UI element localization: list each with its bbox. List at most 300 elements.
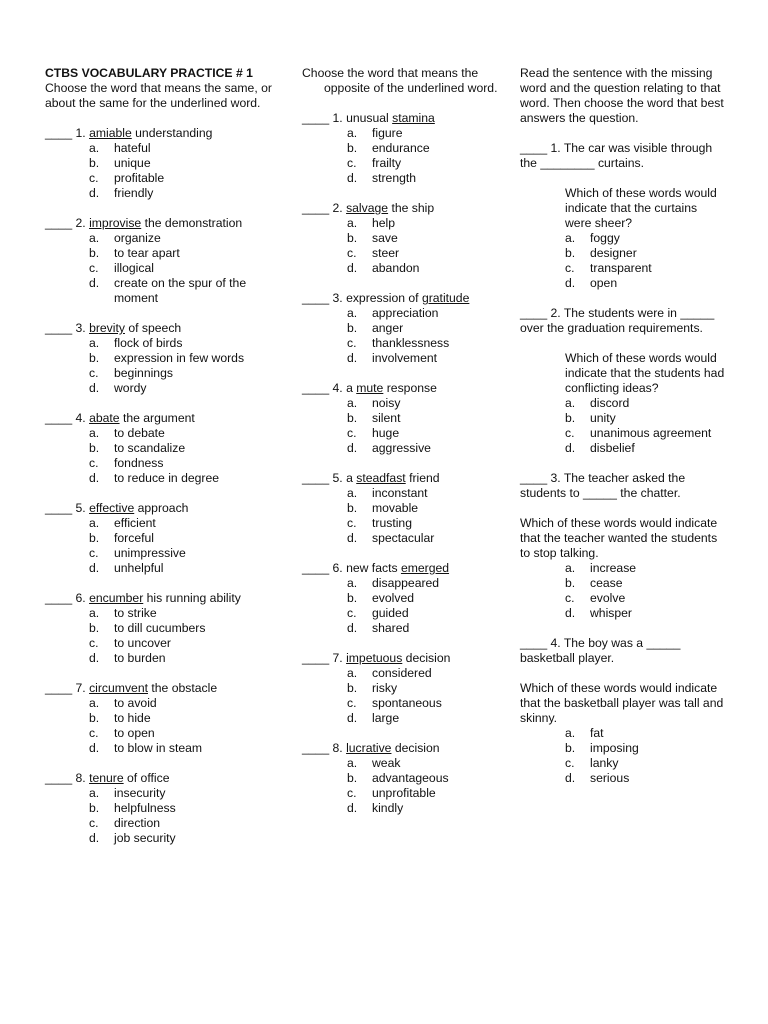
option-text: trusting [372, 516, 412, 530]
option-text: transparent [590, 261, 652, 275]
option-letter: c. [89, 171, 99, 185]
underlined-word: abate [89, 411, 120, 425]
answer-options [520, 396, 725, 456]
answer-option [89, 261, 285, 276]
answer-option [89, 726, 285, 741]
option-text: large [372, 711, 400, 725]
prompt-suffix: the obstacle [147, 681, 218, 695]
prompt-suffix: friend [405, 471, 440, 485]
answer-option [89, 546, 285, 561]
option-text: organize [114, 231, 161, 245]
question-item [302, 741, 502, 816]
option-letter: d. [565, 276, 576, 290]
answer-option [347, 786, 502, 801]
option-letter: b. [347, 141, 358, 155]
option-text: direction [114, 816, 161, 830]
option-text: save [372, 231, 398, 245]
sentence-with-blank: ____ 4. The boy was a _____ basketball player. [520, 636, 681, 665]
context-question: Which of these words would indicate that the basketball player was tall and skinny. [520, 681, 724, 725]
answer-option [89, 636, 285, 651]
option-text: spontaneous [372, 696, 442, 710]
option-text: huge [372, 426, 400, 440]
answer-option [347, 516, 502, 531]
underlined-word: stamina [392, 111, 435, 125]
option-text: unimpressive [114, 546, 186, 560]
option-text: frailty [372, 156, 402, 170]
option-text: insecurity [114, 786, 166, 800]
option-text: unity [590, 411, 616, 425]
answer-options [45, 606, 285, 666]
question-item [302, 651, 502, 726]
option-letter: d. [89, 831, 100, 845]
answer-blank-number: ____ 4. [45, 411, 86, 425]
context-question: Which of these words would indicate that the teacher wanted the students to stop talking. [520, 516, 718, 560]
answer-option [565, 261, 725, 276]
answer-option [347, 711, 502, 726]
answer-option [347, 336, 502, 351]
answer-options [45, 141, 285, 201]
option-text: appreciation [372, 306, 439, 320]
option-letter: c. [347, 426, 357, 440]
option-text: forceful [114, 531, 154, 545]
option-text: aggressive [372, 441, 431, 455]
answer-options [302, 576, 502, 636]
option-text: considered [372, 666, 432, 680]
question-prompt [302, 561, 502, 576]
option-letter: c. [347, 516, 357, 530]
option-letter: c. [89, 726, 99, 740]
option-letter: a. [89, 231, 100, 245]
synonym-instructions: Choose the word that means the same, or about the same for the underlined word. [45, 81, 272, 110]
underlined-word: tenure [89, 771, 124, 785]
option-letter: b. [565, 741, 576, 755]
question-prompt [302, 201, 502, 216]
option-letter: d. [89, 381, 100, 395]
option-letter: d. [347, 261, 358, 275]
answer-option [565, 576, 725, 591]
answer-option [565, 741, 725, 756]
option-letter: c. [565, 426, 575, 440]
option-letter: b. [347, 231, 358, 245]
sentence-with-blank: ____ 2. The students were in _____ over the graduation requirements. [520, 306, 715, 335]
option-letter: a. [89, 141, 100, 155]
option-text: movable [372, 501, 419, 515]
option-letter: c. [89, 366, 99, 380]
option-text: to tear apart [114, 246, 180, 260]
answer-option [347, 261, 502, 276]
answer-option [347, 246, 502, 261]
option-letter: b. [89, 441, 100, 455]
option-letter: d. [347, 801, 358, 815]
option-letter: a. [347, 666, 358, 680]
answer-option [347, 591, 502, 606]
answer-options [302, 396, 502, 456]
answer-option [347, 411, 502, 426]
answer-option [565, 771, 725, 786]
option-text: imposing [590, 741, 639, 755]
question-prompt [45, 126, 285, 141]
answer-option [89, 276, 285, 306]
option-text: open [590, 276, 618, 290]
answer-option [347, 801, 502, 816]
option-text: to reduce in degree [114, 471, 220, 485]
question-prompt [45, 411, 285, 426]
prompt-suffix: of office [123, 771, 170, 785]
question-prompt [302, 741, 502, 756]
option-letter: d. [347, 171, 358, 185]
answer-blank-number: ____ 8. [302, 741, 343, 755]
question-item [45, 501, 285, 576]
answer-blank-number: ____ 1. [45, 126, 86, 140]
option-text: anger [372, 321, 404, 335]
option-text: flock of birds [114, 336, 183, 350]
answer-blank-number: ____ 7. [302, 651, 343, 665]
option-letter: a. [565, 396, 576, 410]
option-letter: a. [89, 606, 100, 620]
option-text: to open [114, 726, 155, 740]
question-item [520, 141, 725, 291]
answer-options [302, 756, 502, 816]
option-letter: c. [347, 786, 357, 800]
option-letter: a. [347, 306, 358, 320]
option-letter: c. [347, 696, 357, 710]
option-letter: a. [347, 126, 358, 140]
answer-blank-number: ____ 8. [45, 771, 86, 785]
option-text: unanimous agreement [590, 426, 712, 440]
underlined-word: amiable [89, 126, 132, 140]
prompt-suffix: the demonstration [141, 216, 243, 230]
option-text: to avoid [114, 696, 157, 710]
answer-option [89, 231, 285, 246]
option-text: kindly [372, 801, 404, 815]
option-letter: a. [347, 486, 358, 500]
option-text: fat [590, 726, 604, 740]
question-item [302, 471, 502, 546]
option-letter: d. [347, 621, 358, 635]
option-text: help [372, 216, 396, 230]
answer-option [347, 621, 502, 636]
option-text: figure [372, 126, 403, 140]
answer-option [89, 816, 285, 831]
prompt-suffix: the argument [119, 411, 195, 425]
option-letter: d. [89, 276, 100, 290]
question-item [302, 291, 502, 366]
option-letter: b. [89, 801, 100, 815]
option-text: friendly [114, 186, 154, 200]
answer-blank-number: ____ 5. [45, 501, 86, 515]
answer-options [45, 696, 285, 756]
answer-option [565, 276, 725, 291]
option-letter: d. [347, 531, 358, 545]
option-letter: c. [347, 156, 357, 170]
option-letter: c. [89, 261, 99, 275]
sentence-with-blank: ____ 1. The car was visible through the ________ curtains. [520, 141, 713, 170]
option-text: evolved [372, 591, 415, 605]
option-letter: d. [89, 741, 100, 755]
option-text: job security [114, 831, 176, 845]
question-prompt [302, 651, 502, 666]
synonym-question-list [45, 126, 285, 846]
option-letter: a. [347, 396, 358, 410]
column-context [520, 66, 725, 786]
option-text: unprofitable [372, 786, 436, 800]
answer-option [565, 441, 725, 456]
option-letter: b. [89, 621, 100, 635]
answer-option [565, 756, 725, 771]
question-prompt [45, 771, 285, 786]
question-item [45, 126, 285, 201]
answer-option [565, 396, 725, 411]
option-text: create on the spur of the moment [114, 276, 247, 305]
answer-options [520, 726, 725, 786]
option-letter: b. [89, 246, 100, 260]
prompt-suffix: the ship [388, 201, 435, 215]
answer-blank-number: ____ 3. [302, 291, 343, 305]
option-letter: d. [89, 186, 100, 200]
question-item [302, 201, 502, 276]
option-text: lanky [590, 756, 619, 770]
question-prompt [45, 321, 285, 336]
option-letter: b. [89, 531, 100, 545]
answer-option [347, 576, 502, 591]
answer-option [565, 561, 725, 576]
answer-options [302, 666, 502, 726]
answer-options [302, 126, 502, 186]
option-letter: d. [347, 711, 358, 725]
option-text: strength [372, 171, 417, 185]
answer-option [89, 471, 285, 486]
answer-blank-number: ____ 2. [302, 201, 343, 215]
answer-option [89, 186, 285, 201]
question-prompt [45, 591, 285, 606]
underlined-word: impetuous [346, 651, 403, 665]
option-text: to debate [114, 426, 165, 440]
option-text: to hide [114, 711, 151, 725]
option-letter: a. [89, 516, 100, 530]
question-item [302, 381, 502, 456]
worksheet-title: CTBS VOCABULARY PRACTICE # 1 [45, 66, 253, 80]
option-text: disbelief [590, 441, 635, 455]
option-letter: a. [347, 216, 358, 230]
answer-options [45, 231, 285, 306]
answer-option [89, 441, 285, 456]
option-letter: c. [565, 756, 575, 770]
option-text: involvement [372, 351, 438, 365]
question-item [45, 216, 285, 306]
option-text: to blow in steam [114, 741, 203, 755]
prompt-suffix: his running ability [143, 591, 241, 605]
answer-option [347, 126, 502, 141]
option-letter: a. [565, 231, 576, 245]
option-letter: a. [347, 756, 358, 770]
option-letter: b. [347, 501, 358, 515]
answer-option [347, 306, 502, 321]
option-letter: c. [89, 816, 99, 830]
answer-option [565, 591, 725, 606]
answer-option [565, 426, 725, 441]
option-text: beginnings [114, 366, 173, 380]
answer-option [347, 606, 502, 621]
option-text: unhelpful [114, 561, 164, 575]
option-text: thanklessness [372, 336, 450, 350]
option-text: shared [372, 621, 410, 635]
answer-option [89, 711, 285, 726]
question-prompt [302, 111, 502, 126]
option-letter: a. [89, 336, 100, 350]
option-letter: c. [347, 246, 357, 260]
option-text: foggy [590, 231, 620, 245]
underlined-word: mute [356, 381, 384, 395]
answer-option [89, 741, 285, 756]
answer-options [302, 216, 502, 276]
answer-option [89, 531, 285, 546]
option-text: whisper [590, 606, 632, 620]
option-text: fondness [114, 456, 164, 470]
answer-option [347, 666, 502, 681]
answer-option [565, 231, 725, 246]
answer-option [347, 441, 502, 456]
answer-options [302, 306, 502, 366]
prompt-prefix: a [346, 381, 357, 395]
question-prompt [302, 471, 502, 486]
option-text: abandon [372, 261, 420, 275]
column-synonyms [45, 66, 285, 846]
option-letter: c. [347, 336, 357, 350]
option-text: designer [590, 246, 637, 260]
answer-options [520, 561, 725, 621]
prompt-suffix: understanding [131, 126, 213, 140]
option-letter: b. [565, 576, 576, 590]
underlined-word: lucrative [346, 741, 392, 755]
option-letter: b. [347, 681, 358, 695]
option-letter: b. [347, 771, 358, 785]
prompt-suffix: approach [134, 501, 189, 515]
question-item [45, 771, 285, 846]
option-text: silent [372, 411, 401, 425]
prompt-suffix: decision [391, 741, 440, 755]
option-text: wordy [114, 381, 147, 395]
question-prompt [302, 381, 502, 396]
option-letter: d. [89, 471, 100, 485]
prompt-suffix: response [383, 381, 437, 395]
prompt-prefix: expression of [346, 291, 422, 305]
answer-option [89, 516, 285, 531]
option-letter: d. [565, 771, 576, 785]
answer-option [89, 156, 285, 171]
answer-option [565, 606, 725, 621]
option-letter: b. [89, 351, 100, 365]
option-letter: a. [89, 696, 100, 710]
question-item [520, 471, 725, 621]
answer-option [89, 456, 285, 471]
prompt-prefix: unusual [346, 111, 393, 125]
antonym-instructions: Choose the word that means the opposite of the underlined word. [302, 66, 498, 95]
option-letter: d. [89, 561, 100, 575]
prompt-prefix: new facts [346, 561, 401, 575]
option-text: profitable [114, 171, 165, 185]
option-text: increase [590, 561, 637, 575]
answer-option [347, 681, 502, 696]
answer-option [347, 396, 502, 411]
option-text: endurance [372, 141, 430, 155]
question-item [302, 111, 502, 186]
answer-blank-number: ____ 2. [45, 216, 86, 230]
option-text: spectacular [372, 531, 435, 545]
option-letter: b. [89, 156, 100, 170]
option-letter: a. [89, 786, 100, 800]
answer-blank-number: ____ 7. [45, 681, 86, 695]
option-text: noisy [372, 396, 401, 410]
answer-option [89, 171, 285, 186]
answer-options [45, 426, 285, 486]
answer-blank-number: ____ 1. [302, 111, 343, 125]
underlined-word: circumvent [89, 681, 148, 695]
underlined-word: steadfast [356, 471, 406, 485]
answer-option [347, 771, 502, 786]
option-text: risky [372, 681, 398, 695]
option-letter: d. [565, 441, 576, 455]
answer-option [347, 696, 502, 711]
context-question: Which of these words would indicate that the students had conflicting ideas? [565, 351, 725, 395]
option-letter: b. [89, 711, 100, 725]
underlined-word: effective [89, 501, 135, 515]
answer-blank-number: ____ 5. [302, 471, 343, 485]
answer-option [89, 786, 285, 801]
option-letter: c. [89, 636, 99, 650]
answer-options [302, 486, 502, 546]
underlined-word: brevity [89, 321, 125, 335]
answer-option [347, 216, 502, 231]
answer-options [45, 336, 285, 396]
option-text: to scandalize [114, 441, 186, 455]
option-text: to dill cucumbers [114, 621, 206, 635]
option-letter: d. [347, 351, 358, 365]
answer-option [89, 336, 285, 351]
option-text: to strike [114, 606, 157, 620]
option-text: unique [114, 156, 151, 170]
answer-option [89, 141, 285, 156]
option-text: expression in few words [114, 351, 245, 365]
sentence-with-blank: ____ 3. The teacher asked the students to _____ the chatter. [520, 471, 686, 500]
question-prompt [45, 216, 285, 231]
answer-option [347, 351, 502, 366]
option-letter: b. [347, 411, 358, 425]
option-letter: c. [565, 591, 575, 605]
option-letter: c. [347, 606, 357, 620]
answer-blank-number: ____ 6. [302, 561, 343, 575]
question-prompt [302, 291, 502, 306]
underlined-word: salvage [346, 201, 389, 215]
question-item [520, 306, 725, 456]
context-question-list [520, 141, 725, 786]
option-letter: d. [347, 441, 358, 455]
prompt-suffix: of speech [124, 321, 182, 335]
option-letter: b. [565, 411, 576, 425]
option-text: inconstant [372, 486, 428, 500]
option-text: illogical [114, 261, 154, 275]
option-text: guided [372, 606, 409, 620]
answer-option [89, 561, 285, 576]
answer-blank-number: ____ 6. [45, 591, 86, 605]
answer-option [347, 531, 502, 546]
question-item [45, 321, 285, 396]
question-item [520, 636, 725, 786]
option-text: disappeared [372, 576, 440, 590]
answer-options [45, 516, 285, 576]
answer-option [89, 831, 285, 846]
answer-option [565, 411, 725, 426]
underlined-word: emerged [400, 561, 450, 575]
